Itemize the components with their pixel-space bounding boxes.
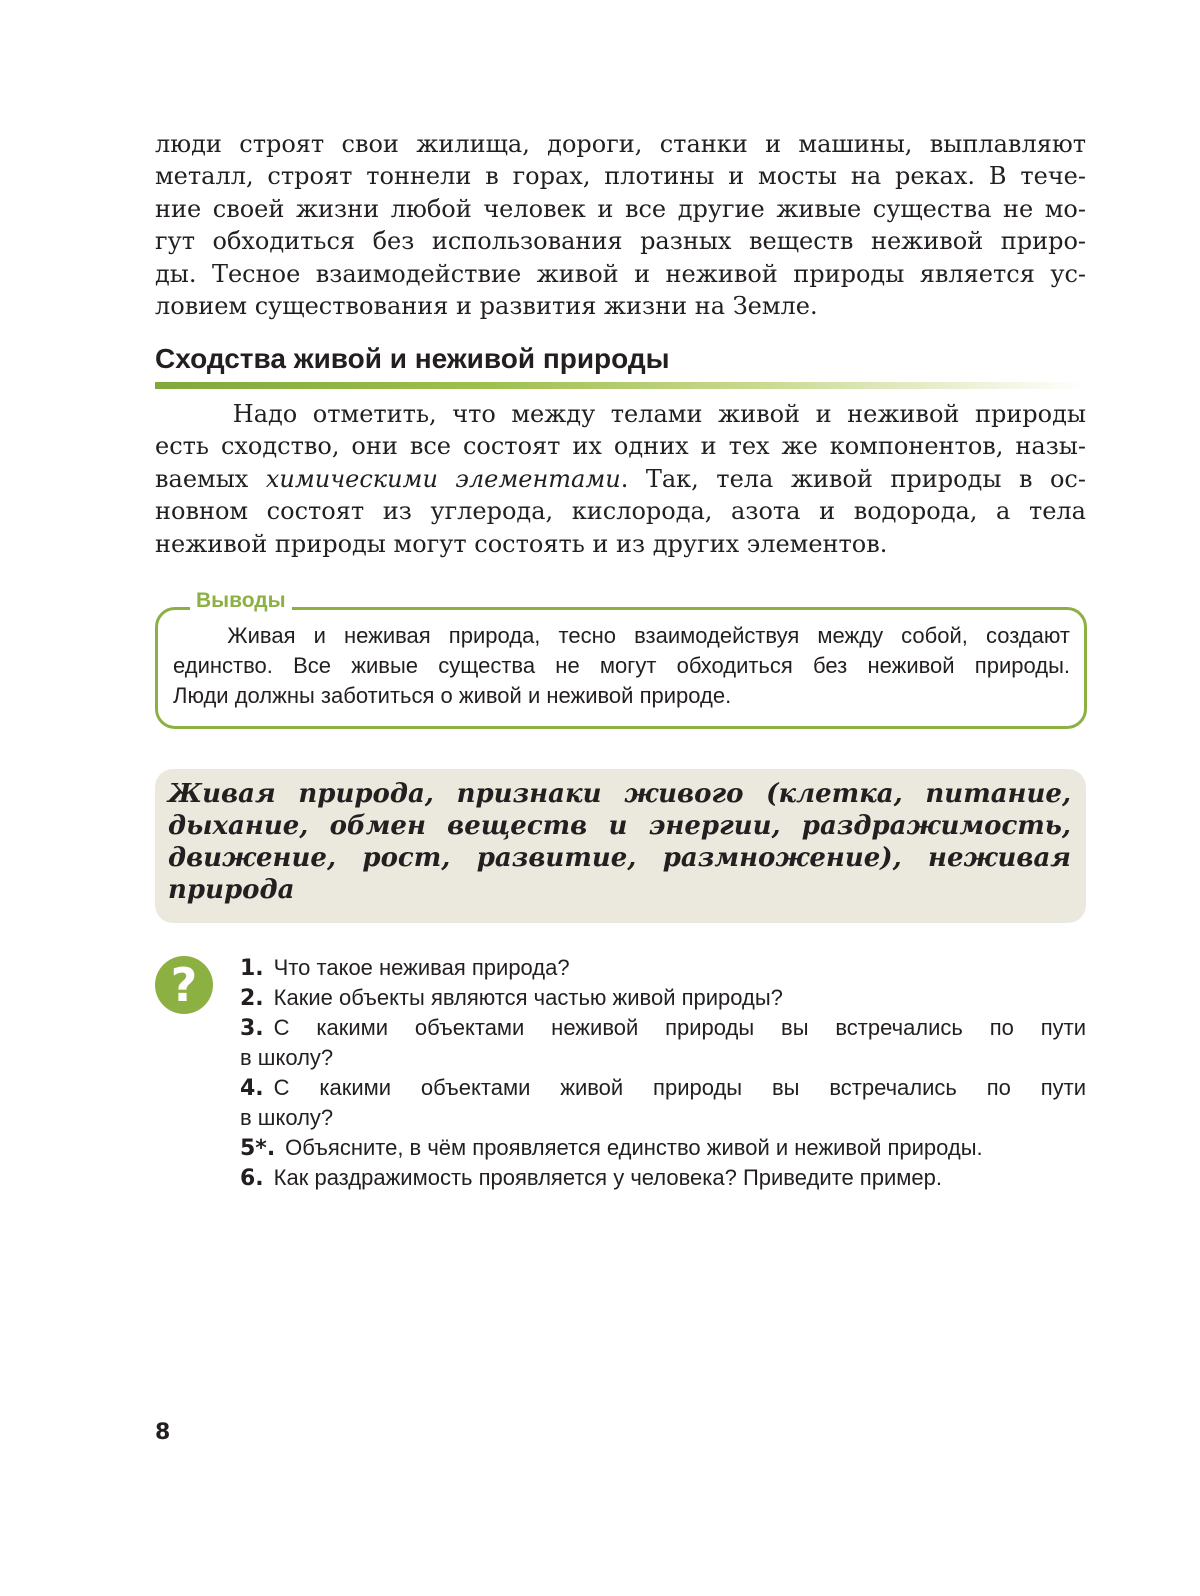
text-line: люди строят свои жилища, дороги, станки и машины, выплавляют <box>155 130 1086 158</box>
text-line: ды. Тесное взаимодействие живой и неживой природы является ус- <box>155 259 1086 288</box>
question-item <box>240 1133 1086 1163</box>
question-item <box>240 1163 1086 1193</box>
question-number: 3. <box>240 1016 264 1041</box>
text-line: движение, рост, развитие, размножение), неживая <box>168 843 1071 873</box>
text-line: дыхание, обмен веществ и энергии, раздражимость, <box>168 811 1071 841</box>
conclusions-title: Выводы <box>190 589 292 613</box>
question-continuation: в школу? <box>240 1105 334 1130</box>
text-line: Живая и неживая природа, тесно взаимодействуя между собой, создают <box>173 623 1070 648</box>
text-line: неживой природы могут состоять и из других элементов. <box>155 529 888 558</box>
text-line: есть сходство, они все состоят их одних и тех же компонентов, назы- <box>155 432 1086 461</box>
questions-list <box>240 953 1086 1193</box>
italic-term: химическими элементами <box>265 464 621 493</box>
question-item <box>240 953 1086 983</box>
question-number: 6. <box>240 1166 264 1191</box>
section-heading: Сходства живой и неживой природы <box>155 343 670 374</box>
text-line: ловием существования и развития жизни на Земле. <box>155 291 818 320</box>
question-number: 4. <box>240 1076 264 1101</box>
question-item <box>240 1013 1086 1043</box>
text-line: Надо отметить, что между телами живой и неживой природы <box>155 400 1086 428</box>
question-text: С какими объектами живой природы вы встречались по пути <box>273 1075 1086 1100</box>
text-line: Живая природа, признаки живого (клетка, питание, <box>168 779 1071 809</box>
heading-underline <box>155 382 1085 389</box>
question-text: Что такое неживая природа? <box>273 955 570 980</box>
question-text: Как раздражимость проявляется у человека? Приведите пример. <box>273 1165 942 1190</box>
text-line: новном состоят из углерода, кислорода, азота и водорода, а тела <box>155 497 1086 526</box>
question-number: 5*. <box>240 1136 276 1161</box>
text-line: гут обходиться без использования разных веществ неживой приро- <box>155 227 1086 256</box>
question-text: С какими объектами неживой природы вы встречались по пути <box>273 1015 1086 1040</box>
text-line: ние своей жизни любой человек и все другие живые существа не мо- <box>155 194 1086 223</box>
conclusions-text <box>173 621 1070 711</box>
text-line: единство. Все живые существа не могут обходиться без неживой природы. <box>173 653 1070 678</box>
text-fragment: ваемых <box>155 464 266 493</box>
question-item <box>240 983 1086 1013</box>
question-icon: ? <box>155 956 213 1014</box>
question-item <box>240 1073 1086 1103</box>
keywords-text <box>168 778 1071 906</box>
intro-paragraph <box>155 128 1086 322</box>
question-number: 2. <box>240 986 264 1011</box>
text-line: Люди должны заботиться о живой и неживой природе. <box>173 683 732 708</box>
text-fragment: . Так, тела живой природы в ос- <box>620 464 1086 493</box>
page-number: 8 <box>155 1420 171 1445</box>
question-continuation: в школу? <box>240 1045 334 1070</box>
text-line: природа <box>168 875 295 905</box>
similarity-paragraph <box>155 398 1086 560</box>
text-line <box>155 463 1086 495</box>
question-number: 1. <box>240 956 264 981</box>
question-text: Объясните, в чём проявляется единство живой и неживой природы. <box>285 1135 983 1160</box>
text-line: металл, строят тоннели в горах, плотины и мосты на реках. В тече- <box>155 162 1086 191</box>
question-text: Какие объекты являются частью живой природы? <box>273 985 783 1010</box>
